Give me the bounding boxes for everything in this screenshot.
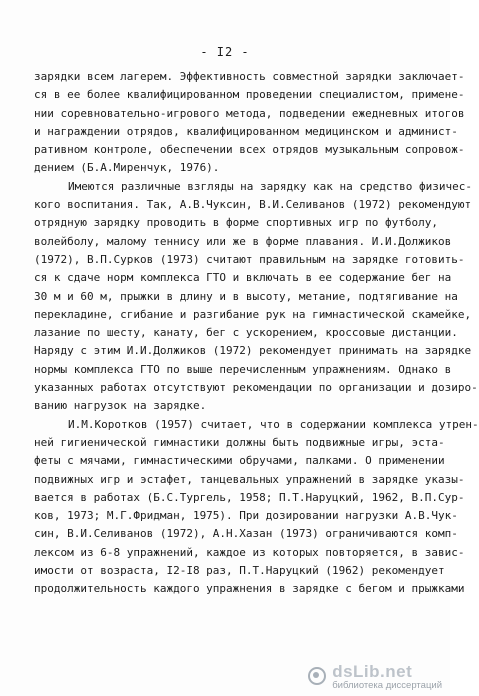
watermark-subtitle: библиотека диссертаций: [332, 679, 442, 691]
text-line: ративном контроле, обеспечении всех отрядов музыкальным сопровож-: [34, 143, 465, 157]
text-line: Наряду с этим И.И.Должиков (1972) рекомендует принимать на зарядке: [34, 344, 472, 358]
text-line: зарядки всем лагерем. Эффективность совместной зарядки заключает-: [34, 70, 465, 83]
text-line: волейболу, малому теннису или же в форме плавания. И.И.Должиков: [34, 234, 452, 248]
text-line: ся в ее более квалифицированном проведении специалистом, примене-: [34, 88, 465, 102]
text-line: имости от возраста, I2-I8 раз, П.Т.Наруцкий (1962) рекомендует: [34, 564, 445, 578]
text-line: кого воспитания. Так, А.В.Чуксин, В.И.Селиванов (1972) рекомендуют: [34, 198, 472, 212]
text-line: ней гигиенической гимнастики должны быть подвижные игры, эста-: [34, 435, 445, 449]
text-line: ся к сдаче норм комплекса ГТО и включать в ее содержание бег на: [34, 271, 452, 285]
text-line: отрядную зарядку проводить в форме спортивных игр по футболу,: [34, 216, 438, 230]
watermark: [308, 663, 442, 691]
text-line: лазание по шесту, канату, бег с ускорением, кроссовые дистанции.: [34, 326, 458, 340]
text-line: (1972), В.П.Сурков (1973) считают правильным на зарядке готовить-: [34, 252, 465, 266]
text-line: ванию нагрузок на зарядке.: [34, 399, 207, 413]
text-line: указанных работах отсутствуют рекомендации по организации и дозиро-: [34, 381, 478, 395]
text-line: син, В.И.Селиванов (1972), А.Н.Хазан (1973) ограничиваются комп-: [34, 527, 458, 541]
text-line: И.М.Коротков (1957) считает, что в содержании комплекса утрен-: [68, 417, 479, 431]
text-line: дением (Б.А.Миренчук, 1976).: [34, 161, 220, 175]
text-line: вается в работах (Б.С.Тургель, 1958; П.Т.Наруцкий, 1962, В.П.Сур-: [34, 490, 465, 504]
text-line: нормы комплекса ГТО по выше перечисленным упражнениям. Однако в: [34, 362, 452, 376]
text-line: лексом из 6-8 упражнений, каждое из которых повторяется, в завис-: [34, 545, 465, 559]
body-text: [34, 68, 479, 599]
text-line: ков, 1973; М.Г.Фридман, 1975). При дозировании нагрузки А.В.Чук-: [34, 509, 458, 523]
text-line: продолжительность каждого упражнения в зарядке с бегом и прыжками: [34, 582, 465, 596]
page-number: - I2 -: [200, 45, 250, 59]
text-line: нии соревновательно-игрового метода, подведении ежедневных итогов: [34, 106, 465, 120]
watermark-text: [332, 663, 442, 691]
dslib-logo-icon: [308, 667, 326, 685]
text-line: 30 м и 60 м, прыжки в длину и в высоту, метание, подтягивание на: [34, 289, 458, 303]
text-line: феты с мячами, гимнастическими обручами, палками. О применении: [34, 454, 445, 468]
text-line: Имеются различные взгляды на зарядку как на средство физичес-: [68, 179, 472, 193]
watermark-brand: dsLib.net: [332, 661, 413, 681]
text-line: и награждении отрядов, квалифицированном медицинском и админист-: [34, 124, 458, 138]
text-line: перекладине, сгибание и разгибание рук на гимнастической скамейке,: [34, 307, 472, 321]
text-line: подвижных игр и эстафет, танцевальных упражнений в зарядке указы-: [34, 472, 465, 486]
